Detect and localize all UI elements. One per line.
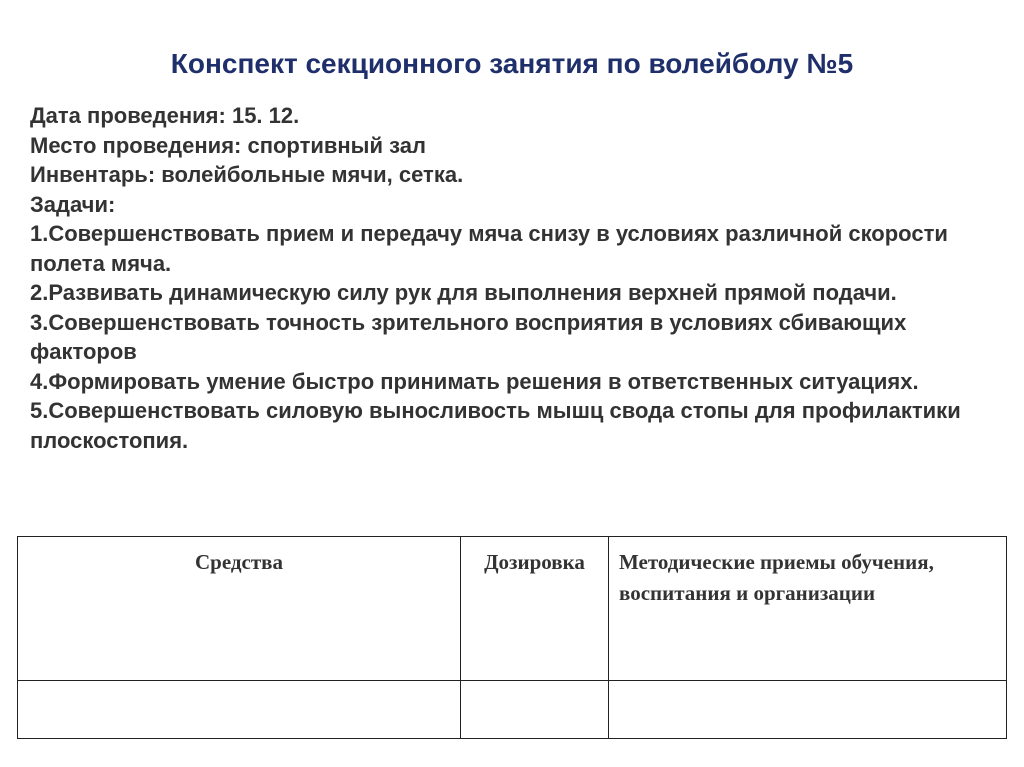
table-cell-dosage — [461, 681, 609, 739]
task-item: 4.Формировать умение быстро принимать решения в ответственных ситуациях. — [30, 368, 919, 394]
table-header-row — [18, 537, 1007, 681]
table-cell-means — [18, 681, 461, 739]
header-methods: Методические приемы обучения, воспитания и организации — [609, 537, 1007, 681]
header-means: Средства — [18, 537, 461, 681]
lesson-plan-table — [17, 536, 1007, 739]
lesson-date: Дата проведения: 15. 12. — [30, 103, 300, 128]
task-item: 1.Совершенствовать прием и передачу мяча снизу в условиях различной скорости полета мяча. — [30, 221, 948, 276]
lesson-place: Место проведения: спортивный зал — [30, 132, 426, 158]
tasks-heading: Задачи: — [30, 191, 116, 217]
slide-title: Конспект секционного занятия по волейболу №5 — [170, 48, 854, 79]
table-cell-methods — [609, 681, 1007, 739]
header-dosage: Дозировка — [461, 537, 609, 681]
task-item: 2.Развивать динамическую силу рук для выполнения верхней прямой подачи. — [30, 280, 897, 305]
lesson-info — [30, 101, 1010, 455]
lesson-inventory: Инвентарь: волейбольные мячи, сетка. — [30, 162, 464, 187]
table-row — [18, 681, 1007, 739]
task-item: 5.Совершенствовать силовую выносливость мышц свода стопы для профилактики плоскостопия. — [30, 398, 961, 453]
task-item: 3.Совершенствовать точность зрительного восприятия в условиях сбивающих факторов — [30, 309, 907, 364]
